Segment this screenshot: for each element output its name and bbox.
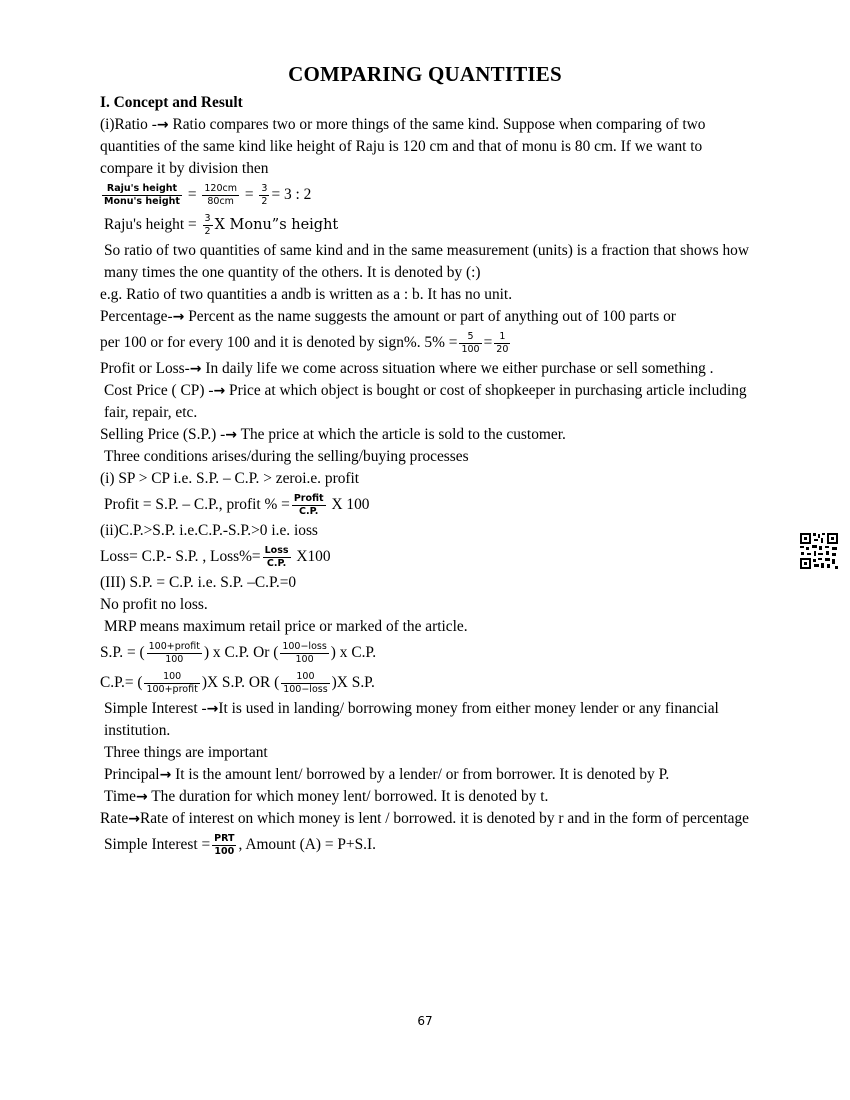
ratio-intro-text: Ratio compares two or more things of the same kind. Suppose when comparing of two quantities of the same kind like height of Raju is 120 cm and that of monu is 80 cm. If we want to compare it by division then: [100, 116, 706, 177]
simple-interest-definition: Simple Interest -→It is used in landing/ borrowing money from either money lender or any financial institution.: [104, 700, 719, 739]
arrow-icon: →: [213, 383, 226, 399]
principal-definition: Principal→ It is the amount lent/ borrowed by a lender/ or from borrower. It is denoted by P.: [104, 766, 670, 783]
si-fraction: $\frac{\text{PRT}}{100}$: [214, 832, 235, 857]
arrow-icon: →: [156, 117, 169, 133]
ratio-fraction-simplified: $\frac{3}{2}$: [261, 182, 268, 207]
sp-formula: S.P. = ( $\frac{\text{100+profit}}{100}$ ) x C.P. Or ( $\frac{\text{100−loss}}{100}$ ) x C.P.: [100, 640, 377, 665]
condition-3-result: No profit no loss.: [100, 596, 208, 613]
percent-fraction-simplified: $\frac{1}{20}$: [496, 330, 509, 355]
ratio-fraction-heights: $\frac{\text{Raju's height}}{\text{Monu's height}}$: [104, 182, 180, 207]
arrow-icon: →: [135, 789, 148, 805]
document-body: [100, 92, 750, 860]
condition-2: (ii)C.P.>S.P. i.e.C.P.-S.P.>0 i.e. ioss: [100, 522, 318, 539]
loss-fraction: $\frac{\text{Loss}}{C.P.}$: [264, 544, 289, 569]
mrp-definition: MRP means maximum retail price or marked of the article.: [104, 618, 468, 635]
arrow-icon: →: [189, 361, 202, 377]
profit-formula: Profit = S.P. – C.P., profit % = $\frac{\text{Profit}}{C.P.}$ X 100: [104, 492, 370, 517]
ratio-fraction-cm: $\frac{120cm}{80cm}$: [204, 182, 237, 207]
condition-3: (III) S.P. = C.P. i.e. S.P. –C.P.=0: [100, 574, 297, 591]
ratio-paragraph: So ratio of two quantities of same kind and in the same measurement (units) is a fraction that shows how many times the one quantity of the others. It is denoted by (:): [104, 242, 749, 281]
arrow-icon: →: [128, 811, 140, 827]
arrow-icon: →: [159, 767, 172, 783]
arrow-icon: →: [172, 309, 185, 325]
raju-fraction: $\frac{3}{2}$: [204, 212, 211, 237]
ratio-intro: [100, 114, 750, 180]
percentage-line-2: per 100 or for every 100 and it is denoted by sign%. 5% = $\frac{5}{100}$ = $\frac{1}{20}$: [100, 330, 509, 355]
cp-fraction-loss: $\frac{100}{\text{100−loss}}$: [283, 670, 328, 695]
selling-price-definition: Selling Price (S.P.) -→ The price at which the article is sold to the customer.: [100, 426, 566, 443]
conditions-intro: Three conditions arises/during the selling/buying processes: [104, 448, 469, 465]
section-heading: I. Concept and Result: [100, 94, 243, 111]
three-things: Three things are important: [104, 744, 268, 761]
ratio-example: e.g. Ratio of two quantities a andb is written as a : b. It has no unit.: [100, 286, 513, 303]
condition-1: (i) SP > CP i.e. S.P. – C.P. > zeroi.e. profit: [100, 470, 360, 487]
raju-height-formula: Raju's height = $\frac{3}{2}$ X Monu”s height: [104, 212, 339, 237]
percentage-line-1: Percentage-→ Percent as the name suggests the amount or part of anything out of 100 parts or: [100, 308, 676, 325]
percent-fraction: $\frac{5}{100}$: [461, 330, 480, 355]
cp-fraction-profit: $\frac{100}{\text{100+profit}}$: [146, 670, 198, 695]
page-title: COMPARING QUANTITIES: [288, 62, 562, 86]
cp-formula: C.P.= ( $\frac{100}{\text{100+profit}}$ )X S.P. OR ( $\frac{100}{\text{100−loss}}$ )X S.P.: [100, 670, 375, 695]
profit-fraction: $\frac{\text{Profit}}{C.P.}$: [293, 492, 324, 517]
ratio-formula: $\frac{\text{Raju's height}}{\text{Monu's height}}$ = $\frac{120cm}{80cm}$ = $\frac{3}{2}$ = 3 : 2: [104, 182, 312, 207]
profit-loss-definition: Profit or Loss-→ In daily life we come across situation where we either purchase or sell something .: [100, 360, 714, 377]
sp-fraction-profit: $\frac{\text{100+profit}}{100}$: [148, 640, 200, 665]
ratio-result: = 3 : 2: [271, 186, 312, 203]
loss-formula: Loss= C.P.- S.P. , Loss%= $\frac{\text{Loss}}{C.P.}$ X100: [100, 544, 331, 569]
cost-price-definition: Cost Price ( CP) -→ Price at which object is bought or cost of shopkeeper in purchasing article including fair, repair, etc.: [104, 382, 747, 421]
arrow-icon: →: [225, 427, 237, 443]
ratio-label: (i)Ratio -: [100, 116, 157, 133]
time-definition: Time→ The duration for which money lent/ borrowed. It is denoted by t.: [104, 788, 549, 805]
sp-fraction-loss: $\frac{\text{100−loss}}{100}$: [282, 640, 327, 665]
page-number: 67: [417, 1014, 433, 1028]
simple-interest-formula: Simple Interest = $\frac{\text{PRT}}{100}$ , Amount (A) = P+S.I.: [104, 832, 376, 857]
arrow-icon: →: [206, 701, 219, 717]
rate-definition: Rate→Rate of interest on which money is lent / borrowed. it is denoted by r and in the form of percentage: [100, 810, 749, 827]
qr-code-icon[interactable]: [799, 532, 839, 570]
